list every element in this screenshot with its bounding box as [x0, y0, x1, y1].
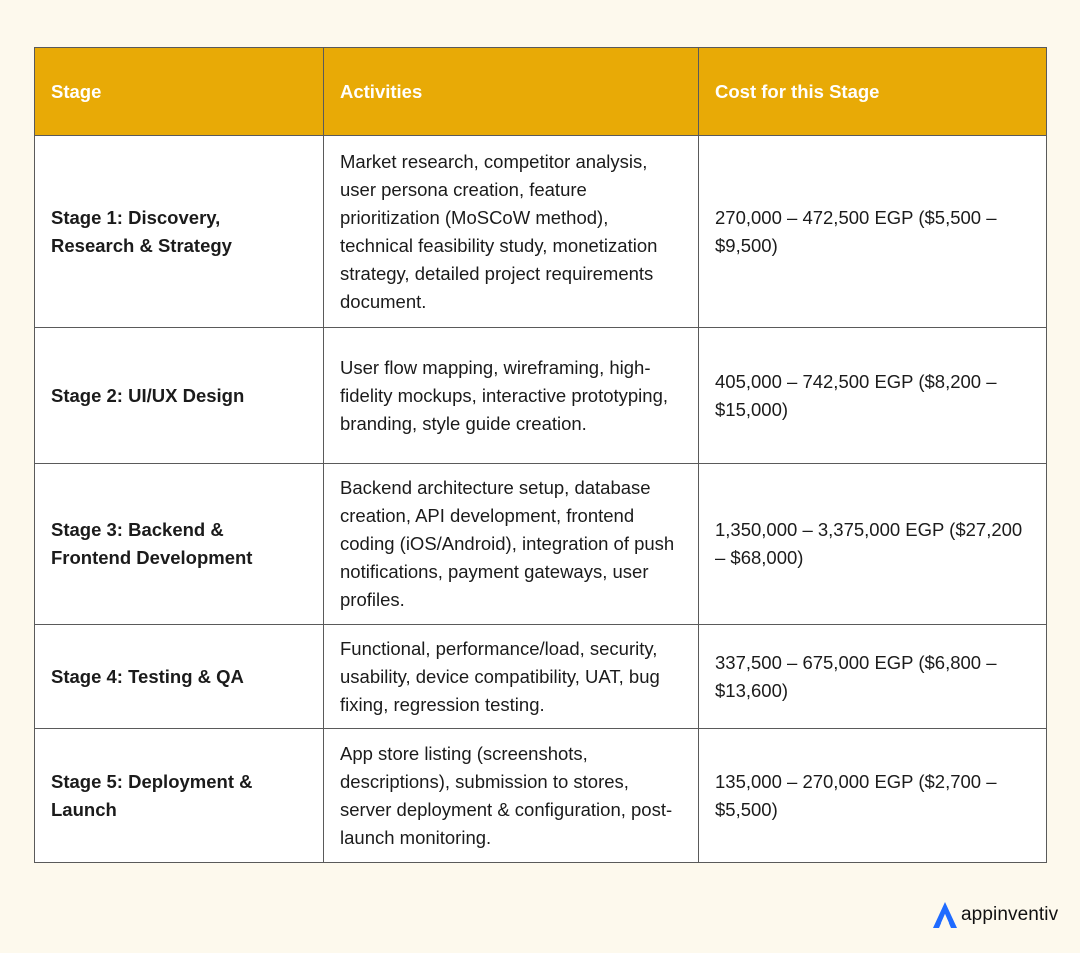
stage-cell: Stage 3: Backend & Frontend Development: [35, 464, 324, 625]
cost-cell: 270,000 – 472,500 EGP ($5,500 – $9,500): [699, 136, 1047, 328]
cost-cell: 337,500 – 675,000 EGP ($6,800 – $13,600): [699, 625, 1047, 729]
appinventiv-logo-icon: [932, 901, 958, 929]
activities-cell: Backend architecture setup, database creation, API development, frontend coding (iOS/Android), integration of push notifications, payment gateways, user profiles.: [324, 464, 699, 625]
activities-cell: Market research, competitor analysis, user persona creation, feature prioritization (MoSCoW method), technical feasibility study, monetization strategy, detailed project requirements document.: [324, 136, 699, 328]
stage-cost-table: [34, 47, 1047, 863]
cost-cell: 135,000 – 270,000 EGP ($2,700 – $5,500): [699, 729, 1047, 863]
brand-logo: [932, 900, 1058, 930]
table-row: [35, 136, 1047, 328]
table-row: [35, 464, 1047, 625]
header-activities: Activities: [324, 48, 699, 136]
header-cost: Cost for this Stage: [699, 48, 1047, 136]
cost-cell: 405,000 – 742,500 EGP ($8,200 – $15,000): [699, 328, 1047, 464]
stage-cell: Stage 2: UI/UX Design: [35, 328, 324, 464]
activities-cell: User flow mapping, wireframing, high-fidelity mockups, interactive prototyping, branding, style guide creation.: [324, 328, 699, 464]
activities-cell: App store listing (screenshots, descriptions), submission to stores, server deployment & configuration, post-launch monitoring.: [324, 729, 699, 863]
table-row: [35, 625, 1047, 729]
table-row: [35, 328, 1047, 464]
header-row: [35, 48, 1047, 136]
table-body: [35, 136, 1047, 863]
stage-cell: Stage 1: Discovery, Research & Strategy: [35, 136, 324, 328]
activities-cell: Functional, performance/load, security, usability, device compatibility, UAT, bug fixing, regression testing.: [324, 625, 699, 729]
header-stage: Stage: [35, 48, 324, 136]
stage-cell: Stage 5: Deployment & Launch: [35, 729, 324, 863]
stage-cell: Stage 4: Testing & QA: [35, 625, 324, 729]
cost-cell: 1,350,000 – 3,375,000 EGP ($27,200 – $68,000): [699, 464, 1047, 625]
brand-name: appinventiv: [961, 904, 1059, 925]
table-row: [35, 729, 1047, 863]
table-header: [35, 48, 1047, 136]
